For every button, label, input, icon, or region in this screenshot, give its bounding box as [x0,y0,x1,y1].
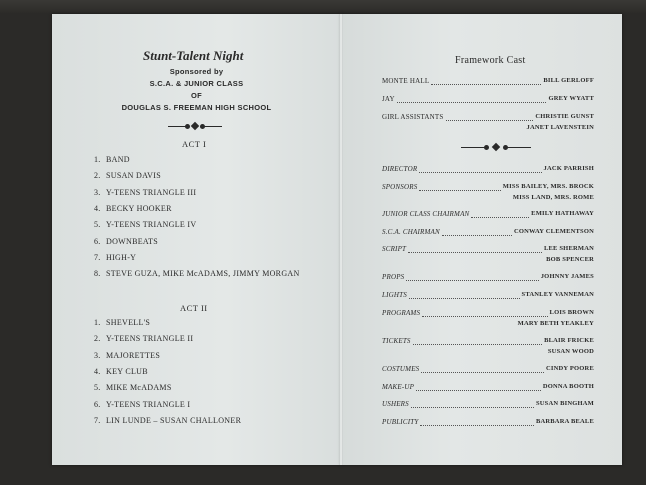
crew-row [382,365,594,375]
leader-dots [431,84,541,85]
item-number: 7. [94,415,101,425]
item-text: Y-TEENS TRIANGLE I [106,399,191,409]
item-number: 4. [94,366,101,376]
role-label: DIRECTOR [382,165,418,173]
person-name: DONNA BOOTH [542,383,594,390]
person-name: GREY WYATT [548,95,594,102]
leader-dots [419,172,541,173]
item-number: 3. [94,350,101,360]
person-name: CINDY POORE [545,365,594,372]
crew-row [382,383,594,393]
act2-item [94,367,148,376]
scanner-background [0,0,646,14]
role-label: JAY [382,95,395,103]
role-label: JUNIOR CLASS CHAIRMAN [382,210,470,218]
act1-heading: ACT I [182,139,207,149]
item-text: MIKE McADAMS [106,383,172,393]
leader-dots [420,425,534,426]
leader-dots [406,280,538,281]
act1-item [94,253,136,262]
item-number: 1. [94,155,101,164]
item-text: BAND [106,155,130,164]
act1-item [94,171,161,180]
crew-row [382,400,594,410]
item-number: 6. [94,399,101,409]
role-label: PROPS [382,273,405,281]
act2-item [94,416,241,425]
act2-item [94,334,193,343]
person-name: MISS BAILEY, MRS. BROCK [502,183,594,190]
person-name-secondary: MARY BETH YEAKLEY [517,320,594,327]
ornament-divider-right [461,144,531,151]
role-label: SPONSORS [382,183,418,191]
person-name-secondary: SUSAN WOOD [547,348,594,355]
item-number: 4. [94,203,101,213]
act2-item [94,383,172,392]
item-number: 5. [94,383,101,393]
leader-dots [411,407,534,408]
crew-row [382,165,594,175]
role-label: PUBLICITY [382,418,419,426]
item-text: Y-TEENS TRIANGLE II [106,334,194,344]
person-name-secondary: JANET LAVENSTEIN [526,124,594,131]
act2-item [94,351,160,360]
person-name: JOHNNY JAMES [540,273,594,280]
crew-row [382,210,594,220]
crew-row [382,418,594,428]
item-number: 1. [94,318,101,327]
person-name: LOIS BROWN [549,309,594,316]
crew-row [382,245,594,255]
leader-dots [409,298,520,299]
act2-item [94,400,190,409]
person-name: STANLEY VANNEMAN [521,291,594,298]
leader-dots [413,344,542,345]
act1-item [94,155,130,164]
of-text: OF [190,91,202,100]
crew-row [382,337,594,347]
leader-dots [422,316,547,317]
crew-row [382,273,594,283]
role-label: COSTUMES [382,365,420,373]
item-number: 7. [94,252,101,262]
crew-row [382,291,594,301]
role-label: TICKETS [382,337,411,345]
item-text: BECKY HOOKER [106,203,172,213]
cast-row [382,95,594,105]
item-number: 2. [94,334,101,344]
role-label: MAKE-UP [382,383,415,391]
act1-item [94,237,158,246]
cast-heading: Framework Cast [455,55,526,66]
leader-dots [471,217,529,218]
item-text: DOWNBEATS [106,236,159,246]
person-name: BILL GERLOFF [543,77,594,84]
person-name: BARBARA BEALE [535,418,594,425]
role-label: PROGRAMS [382,309,421,317]
person-name: BLAIR FRICKE [544,337,594,344]
act2-heading: ACT II [180,303,208,313]
role-label: S.C.A. CHAIRMAN [382,228,440,236]
act2-item [94,318,150,327]
item-text: MAJORETTES [106,350,161,360]
sponsors-text: S.C.A. & JUNIOR CLASS [149,79,244,88]
person-name: EMILY HATHAWAY [531,210,594,217]
person-name-secondary: MISS LAND, MRS. ROME [512,194,594,201]
role-label: USHERS [382,400,409,408]
item-text: Y-TEENS TRIANGLE IV [106,220,197,230]
item-text: HIGH-Y [106,252,137,262]
item-text: Y-TEENS TRIANGLE III [106,187,197,197]
leader-dots [421,372,544,373]
item-number: 6. [94,236,101,246]
item-text: SUSAN DAVIS [106,171,161,181]
leader-dots [408,252,542,253]
cast-row [382,113,594,123]
item-text: SHEVELL'S [106,318,151,327]
role-label: LIGHTS [382,291,407,299]
act1-item [94,188,196,197]
item-number: 8. [94,269,101,279]
role-label: SCRIPT [382,245,407,253]
leader-dots [442,235,512,236]
person-name: JACK PARRISH [543,165,594,172]
crew-row [382,183,594,193]
person-name: SUSAN BINGHAM [535,400,594,407]
person-name-secondary: BOB SPENCER [546,256,594,263]
sponsored-by-text: Sponsored by [169,67,224,76]
program-title: Stunt-Talent Night [143,48,244,63]
item-number: 2. [94,171,101,181]
ornament-divider [168,123,222,130]
person-name: LEE SHERMAN [543,245,594,252]
act1-item [94,204,172,213]
item-number: 3. [94,187,101,197]
role-label: GIRL ASSISTANTS [382,113,444,121]
item-text: STEVE GUZA, MIKE McADAMS, JIMMY MORGAN [106,269,300,279]
leader-dots [397,102,547,103]
crew-row [382,309,594,319]
cast-row [382,77,594,87]
leader-dots [446,120,534,121]
person-name: CHRISTIE GUNST [535,113,594,120]
act1-item [94,220,196,229]
person-name: CONWAY CLEMENTSON [513,228,594,235]
leader-dots [419,190,500,191]
school-name: DOUGLAS S. FREEMAN HIGH SCHOOL [121,103,272,112]
crew-row [382,228,594,238]
item-number: 5. [94,220,101,230]
role-label: MONTE HALL [382,77,430,85]
leader-dots [416,390,541,391]
act1-item [94,269,300,278]
item-text: LIN LUNDE – SUSAN CHALLONER [106,415,242,425]
item-text: KEY CLUB [106,366,148,376]
